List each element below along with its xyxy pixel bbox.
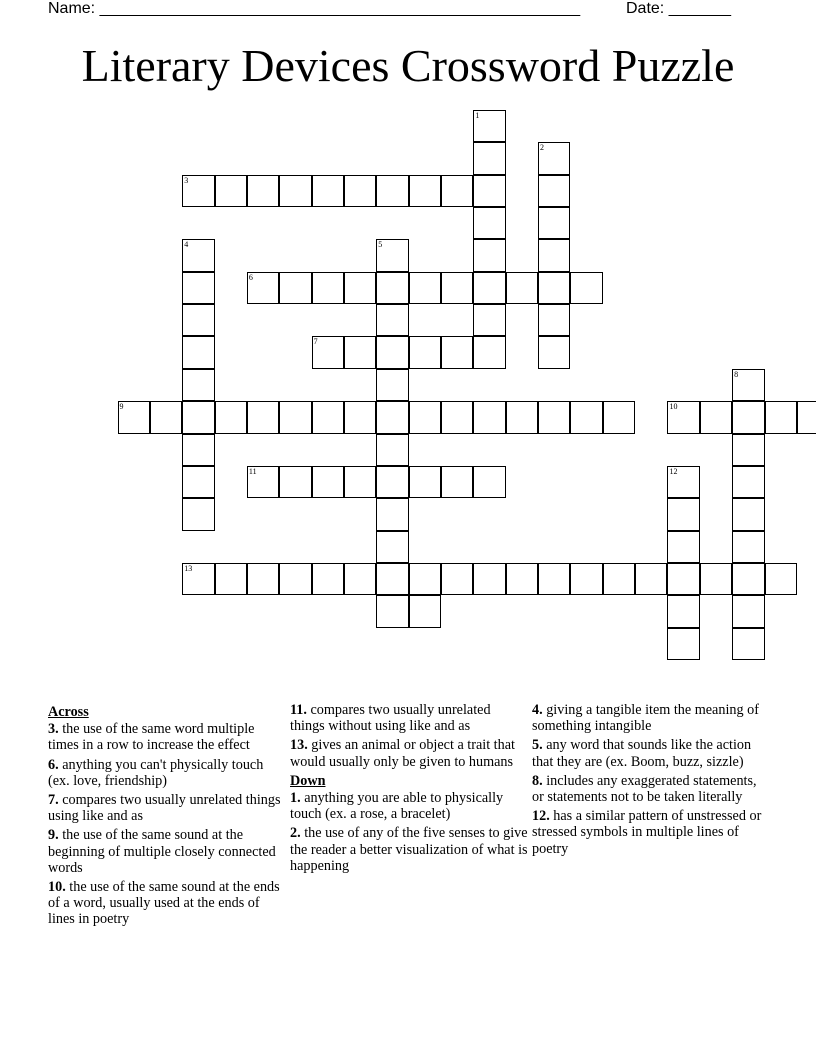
grid-cell[interactable]: [538, 336, 570, 368]
grid-cell[interactable]: [797, 401, 816, 433]
grid-cell[interactable]: [279, 175, 311, 207]
grid-cell[interactable]: [667, 498, 699, 530]
grid-cell[interactable]: [538, 272, 570, 304]
grid-cell[interactable]: [182, 466, 214, 498]
cell-number: 7: [313, 337, 318, 347]
grid-cell[interactable]: [409, 595, 441, 627]
grid-cell[interactable]: [182, 239, 214, 271]
grid-cell[interactable]: [376, 531, 408, 563]
grid-cell[interactable]: [279, 563, 311, 595]
grid-cell[interactable]: [409, 272, 441, 304]
grid-cell[interactable]: [344, 336, 376, 368]
cell-number: 6: [248, 272, 253, 282]
grid-cell[interactable]: [570, 401, 602, 433]
grid-cell[interactable]: [667, 401, 699, 433]
grid-cell[interactable]: [732, 595, 764, 627]
clues-column-2: [290, 702, 528, 877]
grid-cell[interactable]: [312, 272, 344, 304]
clue-text: compares two usually unrelated things without using like and as: [290, 702, 491, 735]
grid-cell[interactable]: [182, 563, 214, 595]
name-field-label[interactable]: Name: ______________________________________________________: [48, 0, 581, 17]
grid-cell[interactable]: [700, 401, 732, 433]
clue-down-5: [532, 737, 770, 769]
grid-cell[interactable]: [344, 272, 376, 304]
cell-number: 12: [669, 466, 678, 476]
clue-number: 3.: [48, 721, 59, 738]
clues-column-1: [48, 702, 286, 931]
grid-cell[interactable]: [732, 369, 764, 401]
cell-number: 8: [734, 369, 739, 379]
clue-text: compares two usually unrelated things using like and as: [48, 792, 281, 825]
grid-cell[interactable]: [344, 401, 376, 433]
clue-number: 6.: [48, 756, 59, 773]
grid-cell[interactable]: [506, 272, 538, 304]
grid-cell[interactable]: [312, 466, 344, 498]
grid-cell[interactable]: [667, 563, 699, 595]
clue-text: includes any exaggerated statements, or statements not to be taken literally: [532, 772, 757, 806]
grid-cell[interactable]: [376, 401, 408, 433]
grid-cell[interactable]: [247, 563, 279, 595]
cell-number: 10: [669, 402, 678, 412]
cell-number: 13: [184, 563, 193, 573]
clue-number: 1.: [290, 790, 301, 807]
grid-cell[interactable]: [118, 401, 150, 433]
grid-cell[interactable]: [376, 498, 408, 530]
grid-cell[interactable]: [376, 272, 408, 304]
clue-down-4: [532, 702, 770, 734]
grid-cell[interactable]: [182, 369, 214, 401]
grid-cell[interactable]: [215, 175, 247, 207]
clue-across-6: [48, 757, 286, 789]
grid-cell[interactable]: [538, 175, 570, 207]
grid-cell[interactable]: [215, 563, 247, 595]
grid-cell[interactable]: [409, 466, 441, 498]
cell-number: 1: [475, 111, 480, 120]
grid-cell[interactable]: [506, 401, 538, 433]
grid-cell[interactable]: [312, 336, 344, 368]
clue-text: anything you can't physically touch (ex. love, friendship): [48, 756, 264, 789]
grid-cell[interactable]: [603, 563, 635, 595]
grid-cell[interactable]: [376, 595, 408, 627]
grid-cell[interactable]: [473, 110, 505, 142]
grid-cell[interactable]: [344, 563, 376, 595]
grid-cell[interactable]: [765, 563, 797, 595]
grid-cell[interactable]: [376, 369, 408, 401]
clue-text: any word that sounds like the action that they are (ex. Boom, buzz, sizzle): [532, 737, 752, 770]
grid-cell[interactable]: [409, 336, 441, 368]
clue-text: has a similar pattern of unstressed or stressed symbols in multiple lines of poetry: [532, 808, 762, 857]
clue-text: giving a tangible item the meaning of something intangible: [532, 702, 759, 735]
clue-down-1: [290, 790, 528, 822]
clue-across-13: [290, 737, 528, 769]
cell-number: 2: [540, 143, 545, 153]
clue-text: the use of any of the five senses to give the reader a better visualization of what is happening: [290, 825, 528, 874]
grid-cell[interactable]: [376, 239, 408, 271]
grid-cell[interactable]: [247, 272, 279, 304]
date-field-label[interactable]: Date: _______: [626, 0, 731, 17]
grid-cell[interactable]: [473, 466, 505, 498]
grid-cell[interactable]: [182, 434, 214, 466]
grid-cell[interactable]: [441, 175, 473, 207]
grid-cell[interactable]: [473, 142, 505, 174]
grid-cell[interactable]: [667, 595, 699, 627]
clue-text: the use of the same word multiple times in a row to increase the effect: [48, 721, 255, 754]
clue-number: 13.: [290, 737, 308, 754]
clue-text: the use of the same sound at the ends of a word, usually used at the ends of lines in poetry: [48, 879, 280, 928]
grid-cell[interactable]: [667, 628, 699, 660]
cell-number: 5: [378, 240, 383, 250]
grid-cell[interactable]: [215, 401, 247, 433]
grid-cell[interactable]: [538, 207, 570, 239]
cell-number: 4: [184, 240, 189, 250]
grid-cell[interactable]: [376, 466, 408, 498]
grid-cell[interactable]: [247, 466, 279, 498]
grid-cell[interactable]: [732, 401, 764, 433]
grid-cell[interactable]: [473, 336, 505, 368]
grid-cell[interactable]: [473, 207, 505, 239]
grid-cell[interactable]: [312, 401, 344, 433]
clue-down-12: [532, 808, 770, 857]
grid-cell[interactable]: [732, 466, 764, 498]
across-heading: Across: [48, 704, 89, 720]
clue-text: anything you are able to physically touch (ex. a rose, a bracelet): [290, 790, 504, 823]
grid-cell[interactable]: [312, 563, 344, 595]
grid-cell[interactable]: [247, 401, 279, 433]
grid-cell[interactable]: [409, 175, 441, 207]
grid-cell[interactable]: [732, 498, 764, 530]
clue-number: 9.: [48, 827, 59, 844]
clue-number: 5.: [532, 737, 543, 754]
grid-cell[interactable]: [441, 272, 473, 304]
grid-cell[interactable]: [538, 401, 570, 433]
grid-cell[interactable]: [182, 336, 214, 368]
grid-cell[interactable]: [441, 563, 473, 595]
grid-cell[interactable]: [279, 401, 311, 433]
grid-cell[interactable]: [182, 304, 214, 336]
grid-cell[interactable]: [279, 272, 311, 304]
grid-cell[interactable]: [700, 563, 732, 595]
grid-cell[interactable]: [409, 563, 441, 595]
grid-cell[interactable]: [570, 563, 602, 595]
clue-down-2: [290, 825, 528, 874]
grid-cell[interactable]: [732, 628, 764, 660]
grid-cell[interactable]: [667, 531, 699, 563]
grid-cell[interactable]: [182, 401, 214, 433]
grid-cell[interactable]: [765, 401, 797, 433]
clue-number: 8.: [532, 772, 543, 789]
clues-column-3: [532, 702, 770, 860]
clue-number: 11.: [290, 702, 307, 718]
grid-cell[interactable]: [538, 563, 570, 595]
clue-number: 10.: [48, 879, 66, 896]
grid-cell[interactable]: [441, 466, 473, 498]
clue-down-8: [532, 773, 770, 805]
grid-cell[interactable]: [538, 304, 570, 336]
grid-cell[interactable]: [473, 239, 505, 271]
clue-across-11: [290, 702, 528, 734]
grid-cell[interactable]: [473, 563, 505, 595]
grid-cell[interactable]: [732, 434, 764, 466]
grid-cell[interactable]: [344, 466, 376, 498]
grid-cell[interactable]: [473, 304, 505, 336]
grid-cell[interactable]: [732, 563, 764, 595]
grid-cell[interactable]: [473, 401, 505, 433]
grid-cell[interactable]: [312, 175, 344, 207]
clue-number: 7.: [48, 792, 59, 809]
grid-cell[interactable]: [150, 401, 182, 433]
page-title: Literary Devices Crossword Puzzle: [81, 40, 735, 91]
grid-cell[interactable]: [473, 175, 505, 207]
grid-cell[interactable]: [506, 563, 538, 595]
grid-cell[interactable]: [376, 563, 408, 595]
clue-text: the use of the same sound at the beginning of multiple closely connected words: [48, 827, 276, 876]
clue-across-3: [48, 721, 286, 753]
clue-text: gives an animal or object a trait that would usually only be given to humans: [290, 737, 515, 770]
clue-across-10: [48, 879, 286, 928]
grid-cell[interactable]: [473, 272, 505, 304]
grid-cell[interactable]: [635, 563, 667, 595]
grid-cell[interactable]: [376, 336, 408, 368]
down-heading: Down: [290, 772, 326, 789]
grid-cell[interactable]: [182, 175, 214, 207]
grid-cell[interactable]: [279, 466, 311, 498]
clue-across-7: [48, 792, 286, 824]
grid-cell[interactable]: [182, 498, 214, 530]
grid-cell[interactable]: [538, 239, 570, 271]
grid-cell[interactable]: [667, 466, 699, 498]
grid-cell[interactable]: [732, 531, 764, 563]
cell-number: 9: [119, 402, 124, 412]
grid-cell[interactable]: [344, 175, 376, 207]
grid-cell[interactable]: [376, 434, 408, 466]
cell-number: 3: [184, 175, 189, 185]
grid-cell[interactable]: [538, 142, 570, 174]
grid-cell[interactable]: [441, 401, 473, 433]
grid-cell[interactable]: [603, 401, 635, 433]
grid-cell[interactable]: [247, 175, 279, 207]
clue-number: 2.: [290, 825, 301, 842]
clue-across-9: [48, 827, 286, 876]
grid-cell[interactable]: [376, 175, 408, 207]
grid-cell[interactable]: [441, 336, 473, 368]
grid-cell[interactable]: [376, 304, 408, 336]
grid-cell[interactable]: [409, 401, 441, 433]
clue-number: 12.: [532, 808, 550, 825]
clue-number: 4.: [532, 702, 543, 718]
cell-number: 11: [248, 466, 257, 476]
grid-cell[interactable]: [182, 272, 214, 304]
grid-cell[interactable]: [570, 272, 602, 304]
